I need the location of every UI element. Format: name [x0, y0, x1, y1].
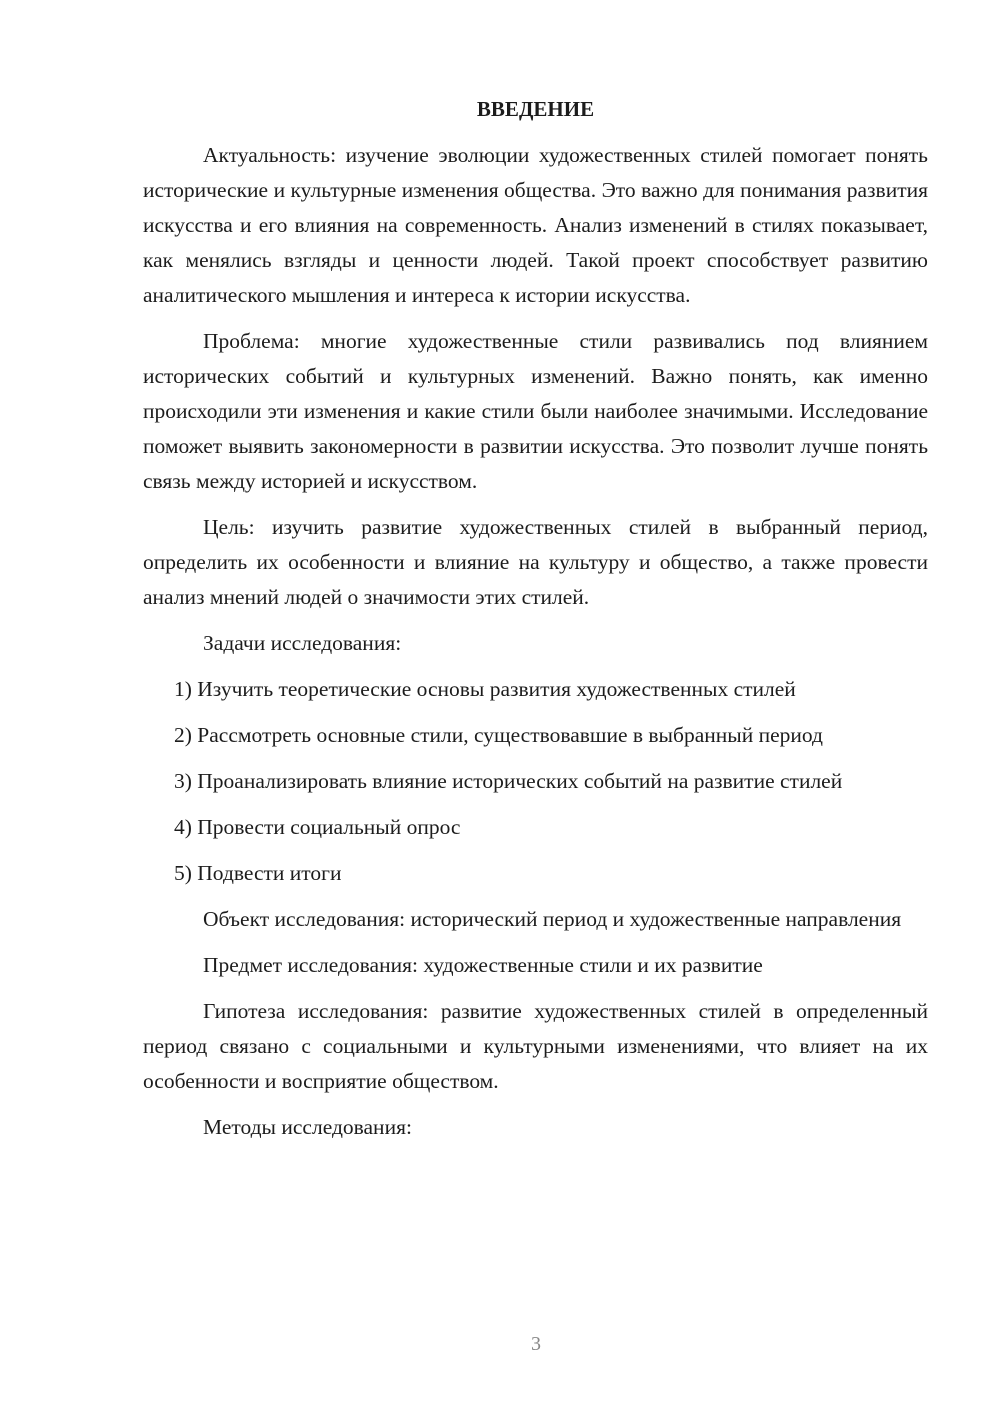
hypothesis-paragraph: Гипотеза исследования: развитие художественных стилей в определенный период связано с социальными и культурными изменениями, что влияет на их особенности и восприятие обществом. [143, 999, 928, 1093]
problem-paragraph: Проблема: многие художественные стили развивались под влиянием исторических событий и культурных изменений. Важно понять, как именно происходили эти изменения и какие стили были наиболее значимыми. Исследование поможет выявить закономерности в развитии искусства. Это позволит лучше понять связь между историей и искусством. [143, 329, 928, 493]
relevance-paragraph: Актуальность: изучение эволюции художественных стилей помогает понять исторические и культурные изменения общества. Это важно для понимания развития искусства и его влияния на современность. Анализ изменений в стилях показывает, как менялись взгляды и ценности людей. Такой проект способствует развитию аналитического мышления и интереса к истории искусства. [143, 143, 928, 307]
task-item-1: 1) Изучить теоретические основы развития художественных стилей [174, 677, 796, 701]
subject-paragraph: Предмет исследования: художественные стили и их развитие [203, 953, 763, 977]
task-item-3: 3) Проанализировать влияние исторических событий на развитие стилей [174, 769, 843, 793]
task-item-2: 2) Рассмотреть основные стили, существовавшие в выбранный период [174, 723, 823, 747]
page-number: 3 [531, 1333, 541, 1355]
object-paragraph: Объект исследования: исторический период и художественные направления [203, 907, 902, 931]
task-item-4: 4) Провести социальный опрос [174, 815, 461, 839]
section-title: ВВЕДЕНИЕ [476, 97, 595, 121]
tasks-heading: Задачи исследования: [203, 631, 402, 655]
goal-paragraph: Цель: изучить развитие художественных стилей в выбранный период, определить их особенности и влияние на культуру и общество, а также провести анализ мнений людей о значимости этих стилей. [143, 515, 928, 609]
task-item-5: 5) Подвести итоги [174, 861, 342, 885]
methods-heading: Методы исследования: [203, 1115, 412, 1139]
document-body [143, 92, 928, 1156]
